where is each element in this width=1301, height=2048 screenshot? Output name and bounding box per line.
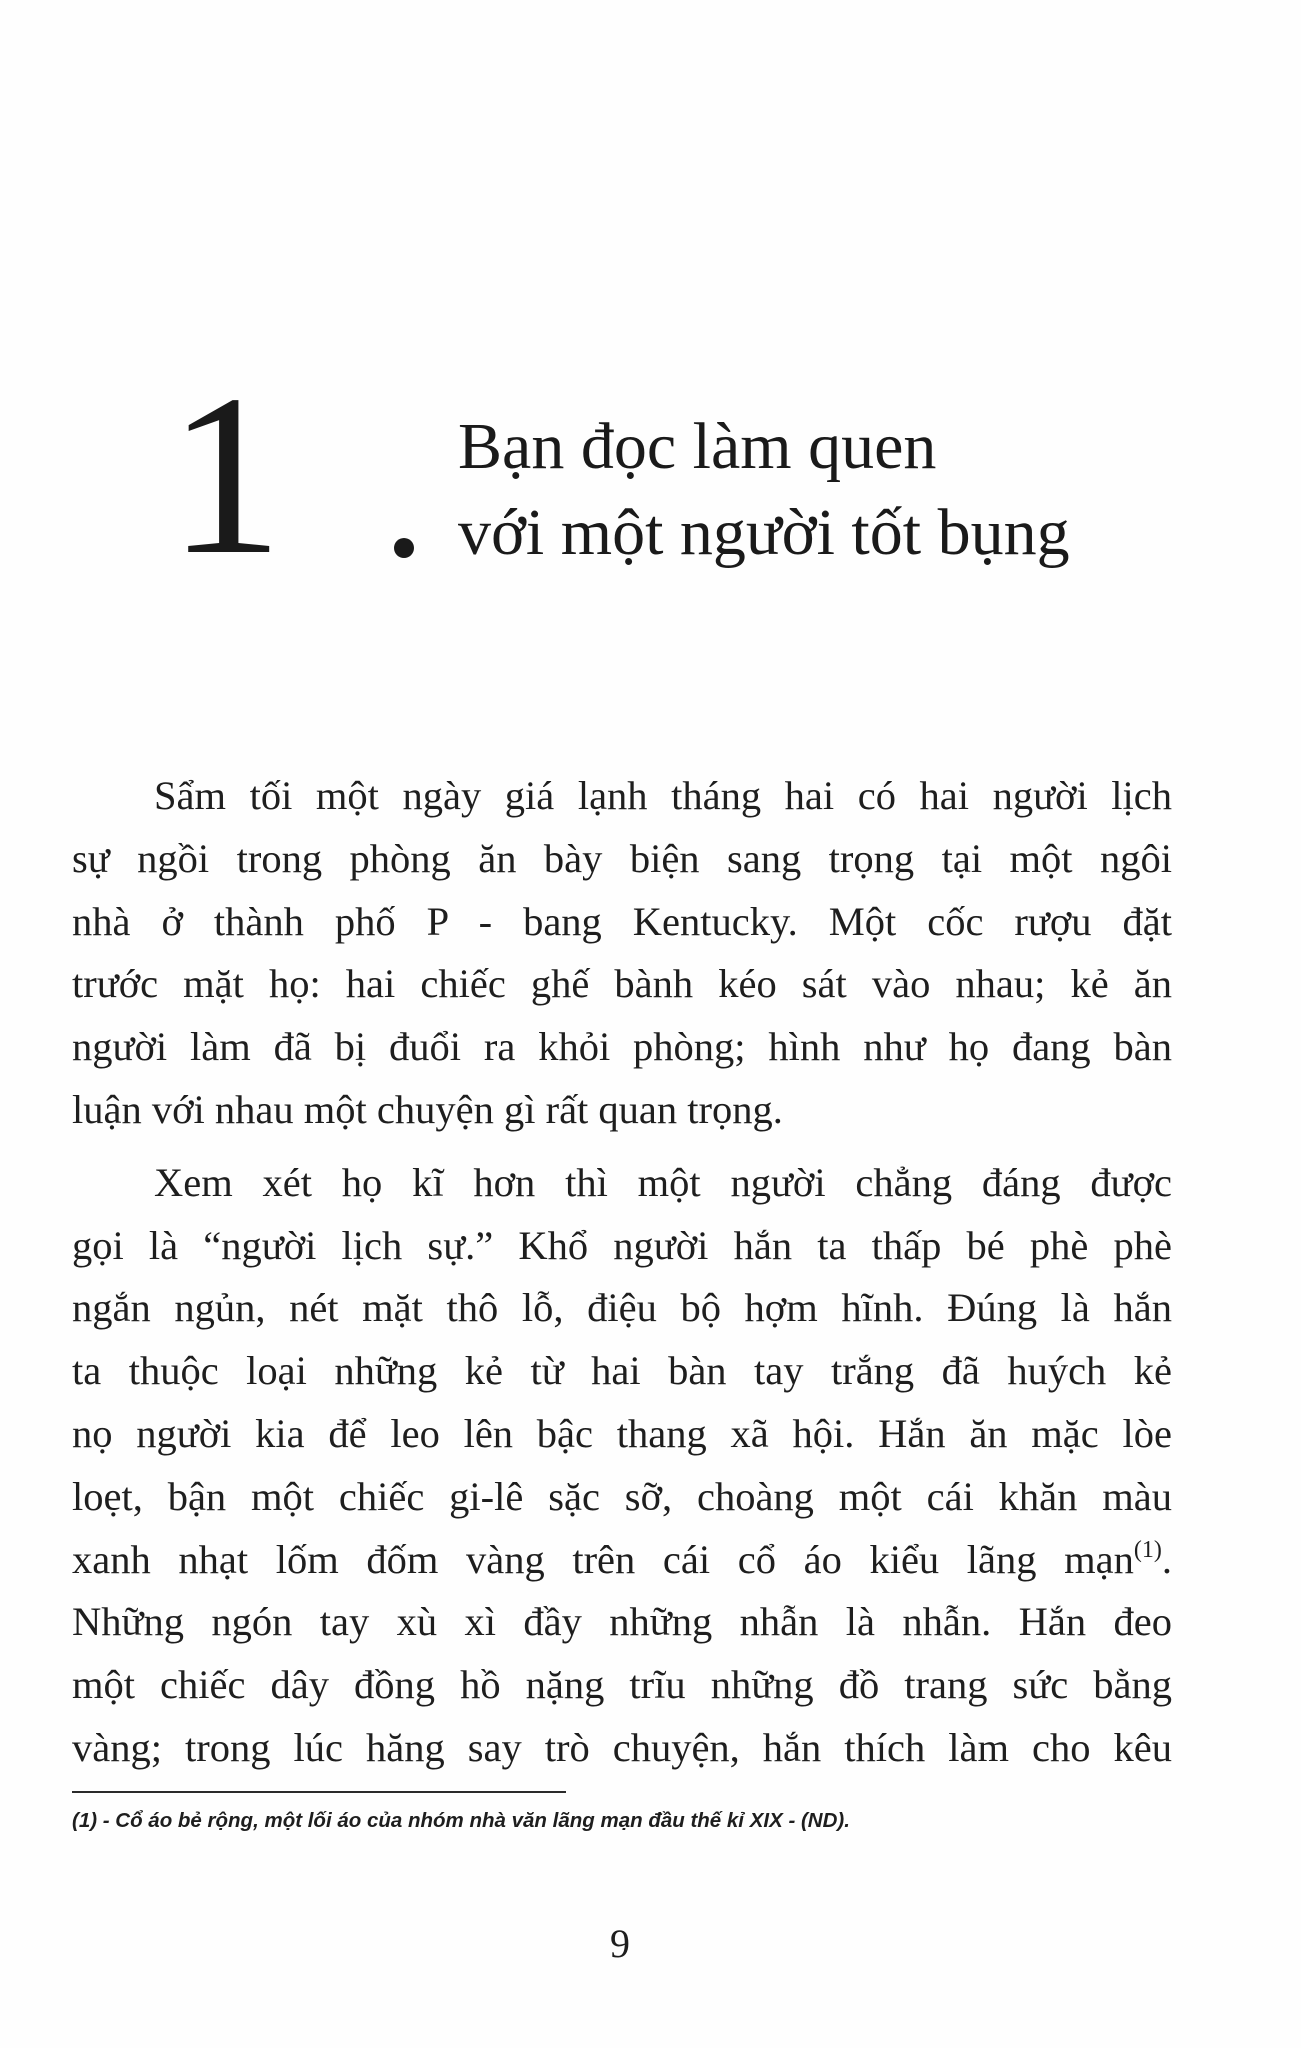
body-text bbox=[72, 765, 1172, 1780]
chapter-title bbox=[458, 404, 1070, 576]
chapter-number: 1 bbox=[168, 347, 283, 602]
text-line: luận với nhau một chuyện gì rất quan trọng. bbox=[72, 1086, 783, 1132]
text-line: một chiếc dây đồng hồ nặng trĩu những đồ trang sức bằng bbox=[72, 1662, 1172, 1708]
text-line: sự ngồi trong phòng ăn bày biện sang trọng tại một ngôi bbox=[72, 835, 1172, 881]
text-line-segment: xanh nhạt lốm đốm vàng trên cái cổ áo kiểu lãng mạn bbox=[72, 1536, 1134, 1582]
text-line: Những ngón tay xù xì đầy những nhẫn là nhẫn. Hắn đeo bbox=[72, 1599, 1172, 1645]
footnote: (1) - Cổ áo bẻ rộng, một lối áo của nhóm nhà văn lãng mạn đầu thế kỉ XIX - (ND). bbox=[72, 1809, 850, 1832]
paragraph-2 bbox=[72, 1152, 1172, 1780]
page-number: 9 bbox=[610, 1921, 630, 1966]
footnote-reference: (1) bbox=[1133, 1536, 1162, 1563]
text-line: gọi là “người lịch sự.” Khổ người hắn ta thấp bé phè phè bbox=[72, 1222, 1172, 1268]
footnote-divider bbox=[72, 1791, 566, 1793]
text-line: nhà ở thành phố P - bang Kentucky. Một cốc rượu đặt bbox=[72, 898, 1172, 944]
text-line: vàng; trong lúc hăng say trò chuyện, hắn thích làm cho kêu bbox=[72, 1724, 1172, 1770]
chapter-title-line-2: với một người tốt bụng bbox=[458, 496, 1070, 569]
text-line: ta thuộc loại những kẻ từ hai bàn tay trắng đã huých kẻ bbox=[72, 1348, 1172, 1394]
chapter-header bbox=[168, 347, 1070, 602]
text-line-with-footnote bbox=[72, 1529, 1172, 1592]
text-line: ngắn ngủn, nét mặt thô lỗ, điệu bộ hợm hĩnh. Đúng là hắn bbox=[72, 1285, 1172, 1331]
paragraph-gap bbox=[72, 1142, 1172, 1152]
text-line: nọ người kia để leo lên bậc thang xã hội. Hắn ăn mặc lòe bbox=[72, 1410, 1172, 1456]
text-line: người làm đã bị đuổi ra khỏi phòng; hình như họ đang bàn bbox=[72, 1024, 1172, 1070]
text-line: loẹt, bận một chiếc gi-lê sặc sỡ, choàng một cái khăn màu bbox=[72, 1473, 1172, 1519]
chapter-title-line-1: Bạn đọc làm quen bbox=[458, 410, 937, 483]
line-end-punctuation: . bbox=[1161, 1536, 1172, 1582]
chapter-number-dot bbox=[394, 538, 414, 558]
text-line: trước mặt họ: hai chiếc ghế bành kéo sát vào nhau; kẻ ăn bbox=[72, 961, 1172, 1007]
text-line: Sẩm tối một ngày giá lạnh tháng hai có hai người lịch bbox=[154, 773, 1172, 818]
paragraph-1 bbox=[72, 765, 1172, 1142]
text-line: Xem xét họ kĩ hơn thì một người chẳng đáng được bbox=[154, 1159, 1172, 1205]
